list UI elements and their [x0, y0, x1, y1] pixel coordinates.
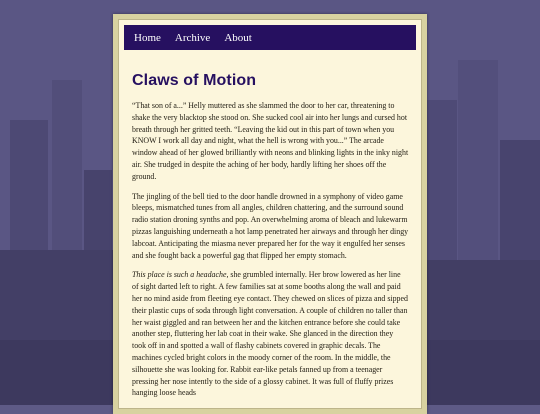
top-nav-bar	[124, 25, 416, 50]
paragraph-text: , she grumbled internally. Her brow lowered as her line of sight darted left to right. A few families sat at some booths along the wall and paid her no mind aside from fleeting eye contact. They chewed on slices of pizza and sipped their plastic cups of soda through light conversation. A couple of children no taller than her waist giggled and ran between her and the kitchen entrance before she could take another step, fluttering her lab coat in their wake. She glanced in the direction they took off in and spotted a wall of flashy cabinets covered in graphic decals. The machines cycled bright colors in the moody corner of the room. In the middle, the silhouette she was looking for. Rabbit ear-like petals fanned up from a teenager pressing her nose intently to the side of a glossy cabinet. It was full of fluffy prizes hanging loose heads	[132, 270, 408, 398]
page-frame	[113, 14, 427, 414]
content-panel	[118, 19, 422, 409]
paragraph: The jingling of the bell tied to the door handle drowned in a symphony of video game bleeps, mismatched tunes from all angles, children chattering, and the surround sound radio station droning synths and pop. An overwhelming aroma of bleach and lukewarm pizzas languishing underneath a hot lamp penetrated her airways and through her dingy labcoat. Anticipating the miasma never prepared her for the way it engulfed her senses and she fought back a powerful gag that flipped her empty stomach.	[132, 191, 409, 260]
paragraph	[132, 269, 409, 399]
italic-thought: This place is such a headache	[132, 270, 227, 280]
nav-link-about[interactable]: About	[224, 31, 252, 44]
post-body	[119, 100, 421, 399]
post-title: Claws of Motion	[132, 72, 257, 89]
nav-link-home[interactable]: Home	[134, 31, 161, 44]
paragraph: “That son of a...” Helly muttered as she slammed the door to her car, threatening to shake the very blacktop she stood on. She sucked cool air into her lungs and cursed hot breath through her gritted teeth. “Leaving the kid out in this part of town when you KNOW I work all day and night, what the hell is wrong with you...” The arcade window ahead of her glowed brilliantly with neons and blinking lights in the inky night air. She trudged in despite the aching of her body, hardly lifting her shoes off the ground.	[132, 101, 409, 181]
nav-link-archive[interactable]: Archive	[174, 31, 211, 44]
